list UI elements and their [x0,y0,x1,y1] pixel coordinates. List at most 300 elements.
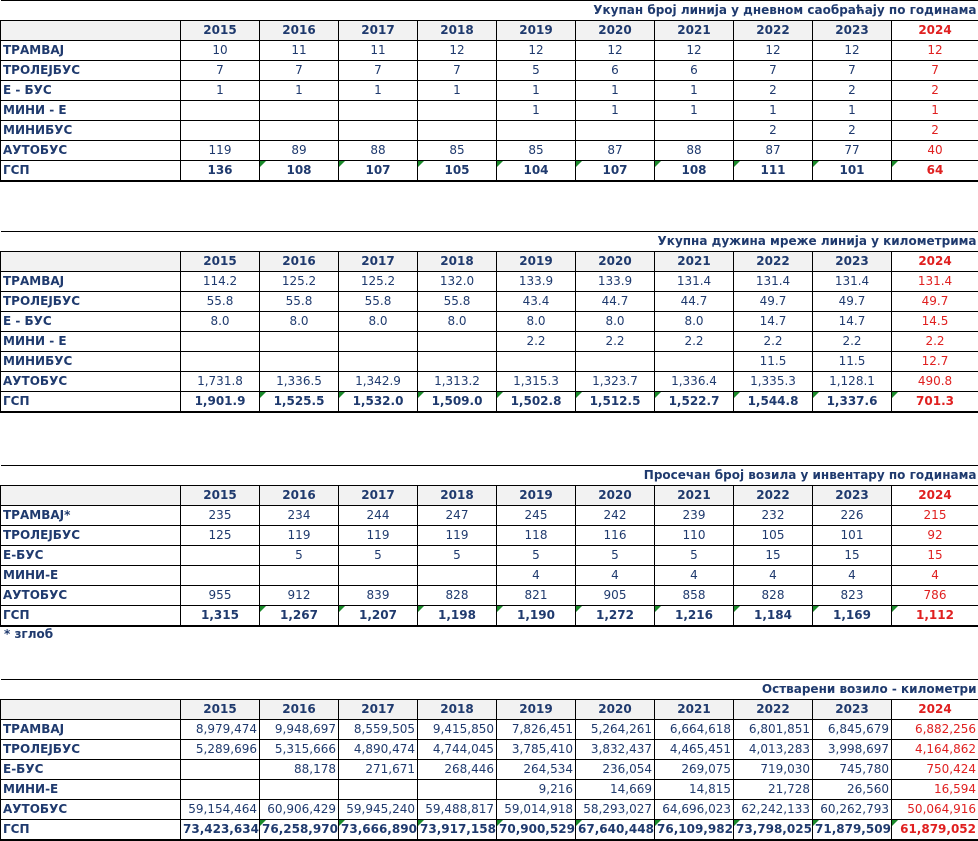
value-cell: 6,801,851 [734,720,813,740]
year-header: 2023 [813,252,892,272]
value-cell: 268,446 [418,760,497,780]
table-vehicle-km [0,679,978,841]
value-cell: 55.8 [181,292,260,312]
value-cell: 88 [655,141,734,161]
value-cell: 4 [497,566,576,586]
value-cell: 9,415,850 [418,720,497,740]
row-label: ГСП [1,606,181,627]
value-cell: 1,315 [181,606,260,627]
value-cell: 4,164,862 [892,740,978,760]
value-cell: 11 [260,41,339,61]
value-cell: 828 [734,586,813,606]
value-cell: 2.2 [892,332,978,352]
value-cell: 4,465,451 [655,740,734,760]
value-cell [181,332,260,352]
value-cell: 50,064,916 [892,800,978,820]
year-header: 2022 [734,486,813,506]
table-title: Просечан број возила у инвентару по годинама [1,466,978,486]
value-cell: 12 [497,41,576,61]
value-cell [260,566,339,586]
value-cell: 823 [813,586,892,606]
year-header: 2020 [576,486,655,506]
value-cell: 7 [418,61,497,81]
value-cell: 490.8 [892,372,978,392]
value-cell: 1,207 [339,606,418,627]
value-cell: 70,900,529 [497,820,576,841]
year-header: 2017 [339,21,418,41]
value-cell: 245 [497,506,576,526]
value-cell: 1,267 [260,606,339,627]
value-cell [260,780,339,800]
value-cell: 5 [655,546,734,566]
value-cell: 4,744,045 [418,740,497,760]
value-cell: 1 [181,81,260,101]
value-cell: 1,216 [655,606,734,627]
table-row [1,800,978,820]
value-cell [260,101,339,121]
total-row [1,392,978,413]
row-label: ТРАМВАЈ [1,41,181,61]
value-cell: 1,336.4 [655,372,734,392]
value-cell: 105 [734,526,813,546]
year-header: 2019 [497,21,576,41]
year-header: 2023 [813,700,892,720]
year-header: 2017 [339,486,418,506]
value-cell: 14.7 [813,312,892,332]
table-row [1,352,978,372]
value-cell: 12.7 [892,352,978,372]
value-cell: 4 [734,566,813,586]
year-header: 2015 [181,486,260,506]
value-cell [339,121,418,141]
value-cell: 2 [813,81,892,101]
value-cell: 77 [813,141,892,161]
value-cell: 7 [339,61,418,81]
total-row [1,161,978,182]
year-header: 2015 [181,252,260,272]
value-cell: 15 [813,546,892,566]
year-header: 2022 [734,700,813,720]
value-cell: 1,901.9 [181,392,260,413]
year-header: 2016 [260,21,339,41]
value-cell: 26,560 [813,780,892,800]
value-cell: 136 [181,161,260,182]
value-cell: 12 [576,41,655,61]
value-cell: 5,289,696 [181,740,260,760]
value-cell: 1,315.3 [497,372,576,392]
header-empty [1,252,181,272]
value-cell: 43.4 [497,292,576,312]
value-cell: 49.7 [892,292,978,312]
table-row [1,41,978,61]
year-header: 2021 [655,700,734,720]
value-cell: 107 [339,161,418,182]
value-cell: 59,014,918 [497,800,576,820]
value-cell: 7 [260,61,339,81]
row-label: ГСП [1,392,181,413]
row-label: ГСП [1,820,181,841]
value-cell: 4 [655,566,734,586]
value-cell: 88 [339,141,418,161]
value-cell: 8.0 [576,312,655,332]
row-label: МИНИ-Е [1,566,181,586]
value-cell: 6,664,618 [655,720,734,740]
value-cell: 131.4 [734,272,813,292]
value-cell: 1,544.8 [734,392,813,413]
year-header: 2024 [892,700,978,720]
value-cell: 7 [734,61,813,81]
row-label: ГСП [1,161,181,182]
value-cell: 1 [892,101,978,121]
table-row [1,61,978,81]
row-label: МИНИБУС [1,121,181,141]
value-cell: 119 [181,141,260,161]
value-cell: 1,337.6 [813,392,892,413]
row-label: МИНИ - Е [1,332,181,352]
value-cell: 104 [497,161,576,182]
year-header: 2016 [260,252,339,272]
year-header: 2023 [813,21,892,41]
value-cell: 60,262,793 [813,800,892,820]
value-cell: 7 [813,61,892,81]
value-cell: 12 [892,41,978,61]
value-cell: 15 [892,546,978,566]
row-label: АУТОБУС [1,586,181,606]
year-header: 2021 [655,486,734,506]
value-cell: 1 [418,81,497,101]
value-cell: 73,798,025 [734,820,813,841]
value-cell: 14.5 [892,312,978,332]
value-cell: 110 [655,526,734,546]
year-header: 2019 [497,486,576,506]
value-cell: 87 [576,141,655,161]
value-cell: 5,315,666 [260,740,339,760]
year-header: 2021 [655,252,734,272]
value-cell: 14,669 [576,780,655,800]
row-label: ТРАМВАЈ [1,272,181,292]
value-cell: 59,488,817 [418,800,497,820]
value-cell: 1,336.5 [260,372,339,392]
value-cell: 114.2 [181,272,260,292]
value-cell: 64,696,023 [655,800,734,820]
value-cell: 58,293,027 [576,800,655,820]
table-lines [0,0,978,182]
value-cell: 3,998,697 [813,740,892,760]
value-cell: 62,242,133 [734,800,813,820]
value-cell: 955 [181,586,260,606]
row-label: Е - БУС [1,312,181,332]
total-row [1,606,978,627]
table-row [1,586,978,606]
value-cell: 719,030 [734,760,813,780]
table-row [1,372,978,392]
value-cell: 8.0 [655,312,734,332]
value-cell: 71,879,509 [813,820,892,841]
value-cell [181,101,260,121]
value-cell [576,121,655,141]
value-cell [181,546,260,566]
value-cell: 1 [734,101,813,121]
value-cell [655,352,734,372]
value-cell: 5 [497,546,576,566]
row-label: ТРОЛЕЈБУС [1,526,181,546]
value-cell [260,352,339,372]
value-cell [339,332,418,352]
row-label: МИНИ-Е [1,780,181,800]
row-label: ТРОЛЕЈБУС [1,292,181,312]
table-row [1,292,978,312]
value-cell: 5 [260,546,339,566]
value-cell: 6,845,679 [813,720,892,740]
value-cell: 905 [576,586,655,606]
value-cell: 3,832,437 [576,740,655,760]
table-title: Укупна дужина мреже линија у километрима [1,232,978,252]
value-cell: 119 [339,526,418,546]
value-cell: 745,780 [813,760,892,780]
value-cell: 105 [418,161,497,182]
table-row [1,760,978,780]
value-cell: 1,184 [734,606,813,627]
value-cell: 44.7 [576,292,655,312]
table-row [1,546,978,566]
value-cell: 3,785,410 [497,740,576,760]
value-cell: 101 [813,161,892,182]
value-cell: 2.2 [497,332,576,352]
value-cell [497,352,576,372]
value-cell: 89 [260,141,339,161]
value-cell: 10 [181,41,260,61]
value-cell: 1,522.7 [655,392,734,413]
year-header: 2018 [418,486,497,506]
value-cell: 73,423,634 [181,820,260,841]
value-cell [181,760,260,780]
value-cell: 131.4 [655,272,734,292]
value-cell: 49.7 [734,292,813,312]
year-header: 2016 [260,700,339,720]
value-cell: 4 [892,566,978,586]
value-cell: 1 [655,81,734,101]
value-cell: 2.2 [576,332,655,352]
value-cell: 1,525.5 [260,392,339,413]
value-cell: 2.2 [655,332,734,352]
value-cell: 101 [813,526,892,546]
value-cell [418,101,497,121]
value-cell: 4 [576,566,655,586]
row-label: МИНИБУС [1,352,181,372]
value-cell: 61,879,052 [892,820,978,841]
value-cell: 1,190 [497,606,576,627]
year-header: 2015 [181,21,260,41]
value-cell: 1,731.8 [181,372,260,392]
value-cell: 1 [576,101,655,121]
value-cell: 12 [655,41,734,61]
value-cell: 73,666,890 [339,820,418,841]
value-cell: 59,945,240 [339,800,418,820]
table-row [1,141,978,161]
value-cell: 271,671 [339,760,418,780]
year-header: 2018 [418,700,497,720]
value-cell: 234 [260,506,339,526]
value-cell: 119 [418,526,497,546]
value-cell: 828 [418,586,497,606]
value-cell: 1 [497,101,576,121]
value-cell [339,566,418,586]
year-header: 2019 [497,252,576,272]
value-cell: 73,917,158 [418,820,497,841]
table-row [1,81,978,101]
value-cell [655,121,734,141]
value-cell [418,332,497,352]
year-header: 2024 [892,252,978,272]
value-cell: 226 [813,506,892,526]
value-cell: 1,342.9 [339,372,418,392]
table-fleet-inventory [0,465,978,627]
year-header: 2020 [576,700,655,720]
value-cell: 8.0 [339,312,418,332]
row-label: ТРАМВАЈ [1,720,181,740]
value-cell: 55.8 [418,292,497,312]
value-cell: 1 [260,81,339,101]
year-header: 2023 [813,486,892,506]
value-cell [418,121,497,141]
value-cell: 821 [497,586,576,606]
value-cell: 87 [734,141,813,161]
value-cell: 1 [576,81,655,101]
value-cell: 235 [181,506,260,526]
value-cell: 12 [734,41,813,61]
year-header: 2021 [655,21,734,41]
table-title: Остварени возило - километри [1,680,978,700]
value-cell: 132.0 [418,272,497,292]
value-cell: 116 [576,526,655,546]
value-cell: 1 [497,81,576,101]
row-label: АУТОБУС [1,800,181,820]
row-label: ТРАМВАЈ* [1,506,181,526]
value-cell: 85 [497,141,576,161]
value-cell: 11 [339,41,418,61]
row-label: МИНИ - Е [1,101,181,121]
value-cell: 118 [497,526,576,546]
value-cell: 2.2 [734,332,813,352]
value-cell: 67,640,448 [576,820,655,841]
value-cell: 108 [260,161,339,182]
value-cell: 6,882,256 [892,720,978,740]
table-row [1,780,978,800]
year-header: 2017 [339,700,418,720]
value-cell: 12 [418,41,497,61]
year-header: 2018 [418,21,497,41]
value-cell: 5 [418,546,497,566]
value-cell: 232 [734,506,813,526]
value-cell: 2.2 [813,332,892,352]
table-row [1,312,978,332]
value-cell: 55.8 [260,292,339,312]
header-empty [1,486,181,506]
value-cell: 76,109,982 [655,820,734,841]
value-cell [576,352,655,372]
value-cell: 76,258,970 [260,820,339,841]
value-cell [418,780,497,800]
year-header: 2020 [576,21,655,41]
value-cell: 11.5 [813,352,892,372]
value-cell: 131.4 [892,272,978,292]
table-row [1,526,978,546]
value-cell: 125 [181,526,260,546]
row-label: Е - БУС [1,81,181,101]
year-header: 2015 [181,700,260,720]
year-header: 2020 [576,252,655,272]
value-cell: 14,815 [655,780,734,800]
value-cell [497,121,576,141]
value-cell: 1,169 [813,606,892,627]
year-header: 2024 [892,486,978,506]
value-cell: 4,890,474 [339,740,418,760]
table-network-length [0,231,978,413]
footnote: * зглоб [4,627,53,641]
value-cell: 131.4 [813,272,892,292]
value-cell: 1,532.0 [339,392,418,413]
table-row [1,332,978,352]
value-cell: 1,112 [892,606,978,627]
value-cell [260,121,339,141]
value-cell: 55.8 [339,292,418,312]
value-cell: 44.7 [655,292,734,312]
year-header: 2017 [339,252,418,272]
value-cell: 839 [339,586,418,606]
year-header: 2022 [734,252,813,272]
value-cell [181,566,260,586]
value-cell: 215 [892,506,978,526]
value-cell: 9,216 [497,780,576,800]
value-cell: 5 [339,546,418,566]
header-empty [1,700,181,720]
value-cell: 912 [260,586,339,606]
value-cell: 2 [813,121,892,141]
value-cell: 1 [655,101,734,121]
table-row [1,101,978,121]
value-cell: 133.9 [497,272,576,292]
table-row [1,506,978,526]
table-row [1,720,978,740]
value-cell: 2 [734,81,813,101]
year-header: 2016 [260,486,339,506]
value-cell: 786 [892,586,978,606]
value-cell: 125.2 [339,272,418,292]
row-label: ТРОЛЕЈБУС [1,740,181,760]
value-cell: 119 [260,526,339,546]
value-cell: 21,728 [734,780,813,800]
table-row [1,121,978,141]
value-cell: 8,559,505 [339,720,418,740]
value-cell: 1,198 [418,606,497,627]
value-cell: 64 [892,161,978,182]
value-cell: 5 [497,61,576,81]
value-cell: 6 [576,61,655,81]
value-cell: 8.0 [418,312,497,332]
value-cell: 1,128.1 [813,372,892,392]
year-header: 2018 [418,252,497,272]
value-cell: 2 [734,121,813,141]
value-cell: 1,502.8 [497,392,576,413]
value-cell: 4,013,283 [734,740,813,760]
value-cell: 1,512.5 [576,392,655,413]
value-cell: 40 [892,141,978,161]
total-row [1,820,978,841]
value-cell: 264,534 [497,760,576,780]
value-cell: 7 [892,61,978,81]
year-header: 2024 [892,21,978,41]
value-cell: 88,178 [260,760,339,780]
